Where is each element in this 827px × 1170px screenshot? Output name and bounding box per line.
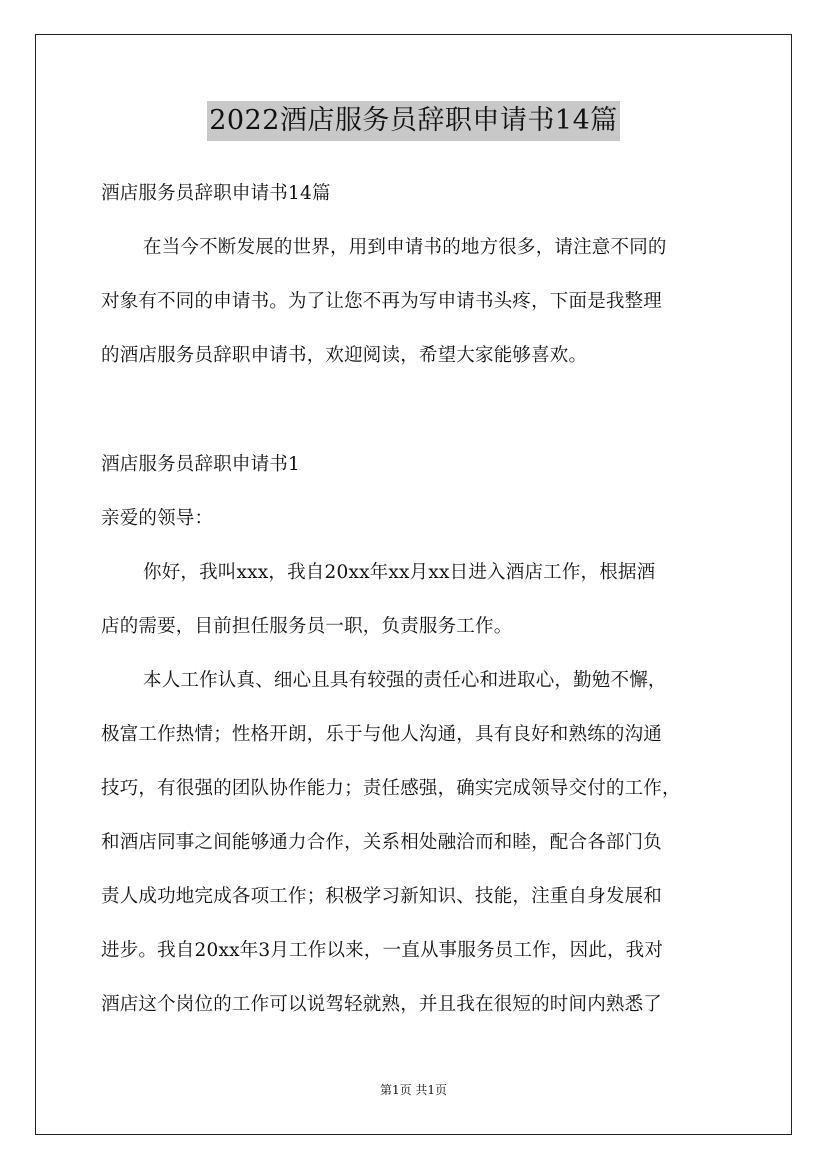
page-footer: 第1页 共1页: [379, 1083, 448, 1097]
intro-line-1: 在当今不断发展的世界，用到申请书的地方很多，请注意不同的: [143, 237, 667, 258]
para2-line-4: 和酒店同事之间能够通力合作，关系相处融洽而和睦，配合各部门负: [101, 832, 663, 853]
intro-line-3: 的酒店服务员辞职申请书，欢迎阅读，希望大家能够喜欢。: [101, 345, 588, 366]
document-title: [0, 101, 827, 141]
para2-line-5: 责人成功地完成各项工作；积极学习新知识、技能，注重自身发展和: [101, 886, 663, 907]
subtitle: 酒店服务员辞职申请书14篇: [101, 183, 331, 204]
para1-line-2: 店的需要，目前担任服务员一职，负责服务工作。: [101, 616, 513, 637]
para2-line-2: 极富工作热情；性格开朗，乐于与他人沟通，具有良好和熟练的沟通: [101, 724, 663, 745]
intro-line-2: 对象有不同的申请书。为了让您不再为写申请书头疼，下面是我整理: [101, 291, 663, 312]
para2-line-6: 进步。我自20xx年3月工作以来，一直从事服务员工作，因此，我对: [101, 940, 664, 961]
para2-line-1: 本人工作认真、细心且具有较强的责任心和进取心，勤勉不懈，: [143, 670, 667, 691]
para2-line-7: 酒店这个岗位的工作可以说驾轻就熟，并且我在很短的时间内熟悉了: [101, 994, 663, 1015]
section-heading: 酒店服务员辞职申请书1: [101, 454, 300, 475]
para2-line-3: 技巧，有很强的团队协作能力；责任感强，确实完成领导交付的工作，: [101, 778, 681, 799]
greeting: 亲爱的领导：: [101, 508, 214, 529]
document-title-text: 2022酒店服务员辞职申请书14篇: [207, 101, 620, 141]
para1-line-1: 你好，我叫xxx，我自20xx年xx月xx日进入酒店工作，根据酒: [143, 562, 656, 583]
